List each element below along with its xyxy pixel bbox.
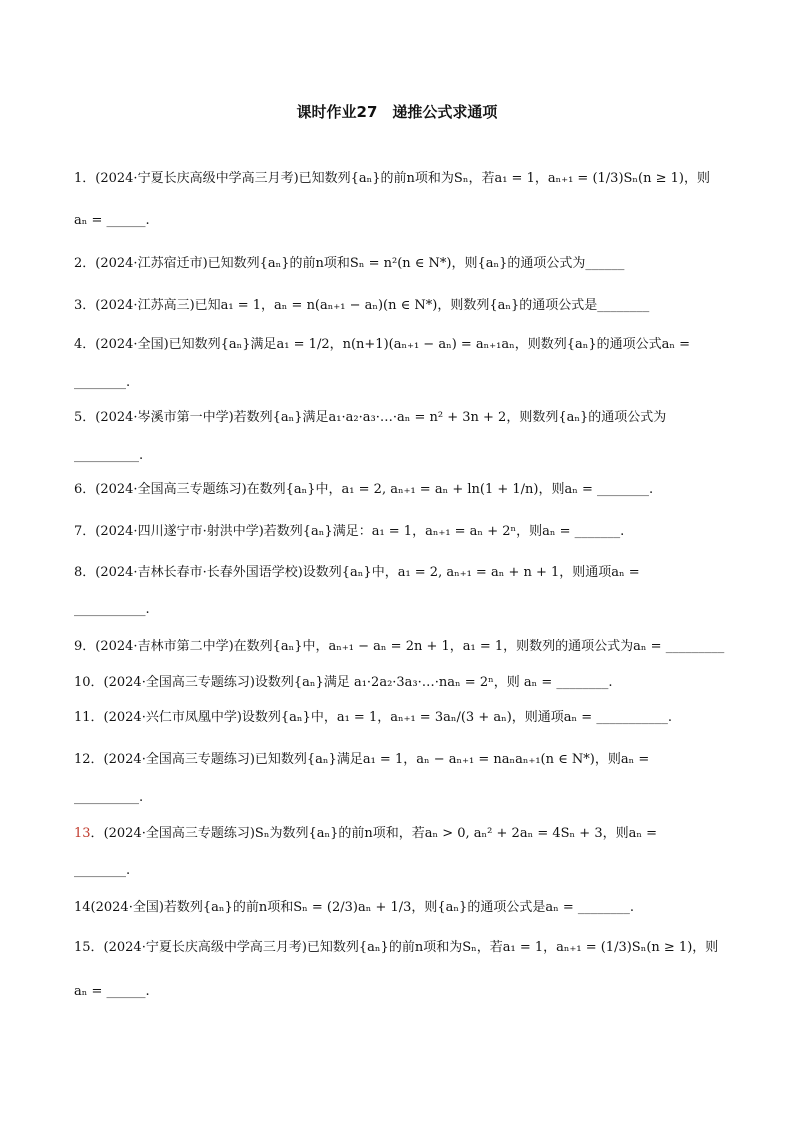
problem-4-answer-line: ________. [74,375,131,390]
problem-number: 4． [74,337,96,352]
problem-3 [74,296,734,316]
problem-number: 14 [74,900,91,915]
problem-text: (2024·全国)已知数列{aₙ}满足a₁ = 1/2，n(n+1)(aₙ₊₁ − aₙ) = aₙ₊₁aₙ，则数列{aₙ}的通项公式aₙ = [95,337,691,352]
problem-number: 9． [74,639,96,654]
problem-text: (2024·宁夏长庆高级中学高三月考)已知数列{aₙ}的前n项和为Sₙ，若a₁ = 1，aₙ₊₁ = (1/3)Sₙ(n ≥ 1)，则 [95,171,710,186]
problem-12 [74,750,734,770]
problem-number: 8． [74,565,96,580]
problem-number: 13 [74,826,91,841]
problem-number: 3． [74,298,96,313]
problem-1 [74,169,734,189]
problem-text: (2024·全国)若数列{aₙ}的前n项和Sₙ = (2/3)aₙ + 1/3，则{aₙ}的通项公式是aₙ = ________. [90,900,634,915]
problem-text: (2024·岑溪市第一中学)若数列{aₙ}满足a₁·a₂·a₃·…·aₙ = n² + 3n + 2，则数列{aₙ}的通项公式为 [95,410,667,425]
problem-14 [74,898,734,918]
problem-text: (2024·吉林长春市·长春外国语学校)设数列{aₙ}中，a₁ = 2, aₙ₊₁ = aₙ + n + 1，则通项aₙ = [95,565,640,580]
problem-1-answer-line: aₙ = ______. [74,213,150,228]
problem-text: (2024·四川遂宁市·射洪中学)若数列{aₙ}满足：a₁ = 1，aₙ₊₁ = aₙ + 2ⁿ，则aₙ = _______. [95,524,625,539]
problem-15-answer-line: aₙ = ______. [74,984,150,999]
problem-12-answer-line: __________. [74,790,144,805]
problem-text: (2024·全国高三专题练习)Sₙ为数列{aₙ}的前n项和，若aₙ > 0, aₙ² + 2aₙ = 4Sₙ + 3，则aₙ = [103,826,657,841]
problem-5-answer-line: __________. [74,448,144,463]
problem-15 [74,938,734,958]
problem-number: 6． [74,482,96,497]
problem-text: (2024·全国高三专题练习)在数列{aₙ}中，a₁ = 2, aₙ₊₁ = aₙ + ln(1 + 1/n)，则aₙ = ________. [95,482,654,497]
problem-text: (2024·宁夏长庆高级中学高三月考)已知数列{aₙ}的前n项和为Sₙ，若a₁ = 1，aₙ₊₁ = (1/3)Sₙ(n ≥ 1)，则 [103,940,719,955]
problem-4 [74,335,734,355]
problem-10 [74,673,734,693]
problem-number: 5． [74,410,96,425]
problem-number-dot: ． [90,826,104,841]
problem-text: (2024·兴仁市凤凰中学)设数列{aₙ}中，a₁ = 1，aₙ₊₁ = 3aₙ/(3 + aₙ)，则通项aₙ = ___________. [103,710,672,725]
problem-number: 12． [74,752,104,767]
problem-13 [74,824,734,844]
problem-13-answer-line: ________. [74,863,131,878]
problem-number: 15． [74,940,104,955]
problem-8-answer-line: ___________. [74,602,150,617]
problem-text: (2024·江苏宿迁市)已知数列{aₙ}的前n项和Sₙ = n²(n ∈ N*)，则{aₙ}的通项公式为______ [95,256,625,271]
problem-number: 11． [74,710,104,725]
problem-9 [74,637,734,657]
problem-11 [74,708,734,728]
problem-text: (2024·江苏高三)已知a₁ = 1，aₙ = n(aₙ₊₁ − aₙ)(n ∈ N*)，则数列{aₙ}的通项公式是________ [95,298,650,313]
problem-6 [74,480,734,500]
problem-2 [74,254,734,274]
problem-8 [74,563,734,583]
problem-7 [74,522,734,542]
page-title: 课时作业27 递推公式求通项 [296,103,498,121]
problem-text: (2024·全国高三专题练习)已知数列{aₙ}满足a₁ = 1，aₙ − aₙ₊₁ = naₙaₙ₊₁(n ∈ N*)，则aₙ = [103,752,650,767]
problem-number: 1． [74,171,96,186]
problem-text: (2024·吉林市第二中学)在数列{aₙ}中，aₙ₊₁ − aₙ = 2n + 1，a₁ = 1，则数列的通项公式为aₙ = _________ [95,639,725,654]
problem-5 [74,408,734,428]
problem-number: 2． [74,256,96,271]
problem-text: (2024·全国高三专题练习)设数列{aₙ}满足 a₁·2a₂·3a₃·…·naₙ = 2ⁿ，则 aₙ = ________. [103,675,613,690]
problem-number: 7． [74,524,96,539]
problem-number: 10． [74,675,104,690]
